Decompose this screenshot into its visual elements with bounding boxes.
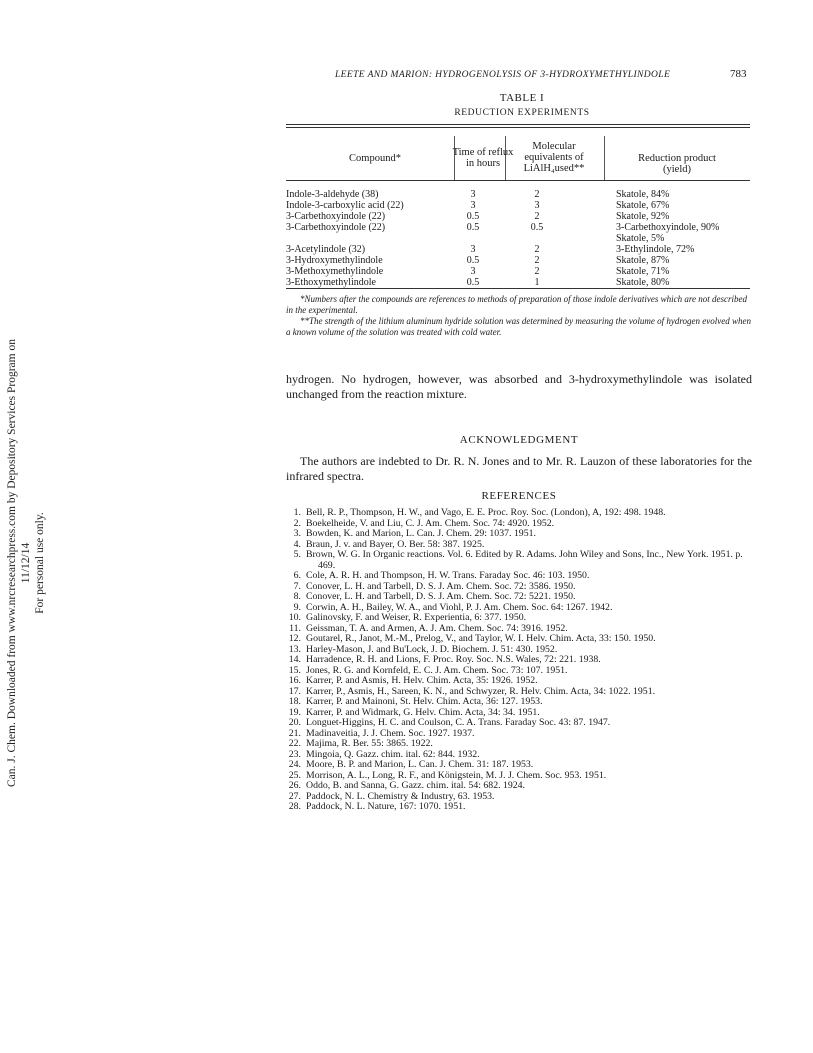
reference-text: Bell, R. P., Thompson, H. W., and Vago, E. E. Proc. Roy. Soc. (London), A, 192: 498. 1948. [306, 507, 666, 518]
reference-text: Geissman, T. A. and Armen, A. J. Am. Chem. Soc. 74: 3916. 1952. [306, 622, 568, 634]
cell-time: 0.5 [466, 255, 480, 266]
cell-product: Skatole, 84% [616, 189, 670, 200]
cell-compound: 3-Methoxymethylindole [286, 266, 384, 277]
table-top-rule-2 [286, 127, 750, 128]
table-footnotes [286, 294, 752, 338]
reference-number: 1. [293, 507, 301, 518]
cell-compound: Indole-3-aldehyde (38) [286, 189, 379, 200]
reference-text: Brown, W. G. In Organic reactions. Vol. 6. Edited by R. Adams. John Wiley and Sons, Inc., New York. 1951. p. 469. [306, 549, 743, 571]
download-watermark [5, 333, 47, 793]
table-footnote: **The strength of the lithium aluminum hydride solution was determined by measuring the volume of hydrogen evolved when a known volume of the solution was treated with cold water. [286, 316, 752, 337]
column-header-molecular-line: equivalents of [524, 152, 584, 163]
cell-compound: 3-Acetylindole (32) [286, 244, 366, 255]
reference-number: 21. [288, 727, 301, 739]
reference-item [284, 655, 754, 666]
reference-item [284, 613, 754, 624]
cell-time: 0.5 [466, 222, 480, 233]
cell-compound: Indole-3-carboxylic acid (22) [286, 200, 404, 211]
reference-number: 20. [288, 717, 301, 728]
cell-time: 0.5 [466, 277, 480, 288]
reference-text: Jones, R. G. and Kornfeld, E. C. J. Am. Chem. Soc. 73: 107. 1951. [306, 664, 568, 676]
body-paragraph: hydrogen. No hydrogen, however, was absorbed and 3-hydroxymethylindole was isolated unchanged from the reaction mixture. [286, 372, 752, 401]
reference-number: 8. [293, 591, 301, 602]
reference-item [284, 508, 754, 519]
reference-text: Morrison, A. L., Long, R. F., and Königstein, M. J. J. Chem. Soc. 953. 1951. [306, 769, 607, 781]
reference-text: Corwin, A. H., Bailey, W. A., and Viohl, P. J. Am. Chem. Soc. 64: 1267. 1942. [306, 601, 613, 613]
table-top-rule [286, 124, 750, 125]
reference-text: Oddo, B. and Sanna, G. Gazz. chim. ital. 54: 682. 1924. [306, 780, 526, 791]
reference-number: 11. [289, 622, 301, 634]
column-header-product-line: (yield) [663, 164, 691, 175]
reference-text: Karrer, P. and Asmis, H. Helv. Chim. Acta, 35: 1926. 1952. [306, 675, 538, 686]
reference-item [284, 739, 754, 750]
running-header: LEETE AND MARION: HYDROGENOLYSIS OF 3-HYDROXYMETHYLINDOLE [335, 70, 671, 80]
cell-product: 3-Ethylindole, 72% [616, 244, 695, 255]
reference-text: Bowden, K. and Marion, L. Can. J. Chem. 29: 1037. 1951. [306, 528, 536, 539]
column-header-molecular-line: LiAlH₄used** [523, 163, 585, 174]
reference-text: Harley-Mason, J. and Bu'Lock, J. D. Biochem. J. 51: 430. 1952. [306, 643, 558, 655]
table-number: TABLE I [499, 92, 545, 104]
reference-number: 4. [293, 538, 301, 550]
cell-equivalents: 0.5 [530, 222, 544, 233]
reference-text: Majima, R. Ber. 55: 3865. 1922. [306, 738, 433, 749]
reference-text: Galinovsky, F. and Weiser, R. Experientia, 6: 377. 1950. [306, 612, 527, 623]
reference-number: 17. [288, 685, 301, 697]
reference-text: Mingoia, Q. Gazz. chim. ital. 62: 844. 1932. [306, 748, 480, 760]
cell-product: Skatole, 67% [616, 200, 670, 211]
table-bottom-rule [286, 288, 750, 289]
cell-time: 3 [470, 266, 476, 277]
reference-text: Karrer, P. and Mainoni, St. Helv. Chim. Acta, 36: 127. 1953. [306, 696, 543, 707]
reference-item [284, 676, 754, 687]
reference-item [284, 802, 754, 813]
cell-equivalents: 2 [534, 211, 540, 222]
cell-compound: 3-Carbethoxyindole (22) [286, 211, 386, 222]
reference-text: Cole, A. R. H. and Thompson, H. W. Trans. Faraday Soc. 46: 103. 1950. [306, 570, 590, 581]
reference-number: 22. [288, 738, 301, 749]
acknowledgment-heading: ACKNOWLEDGMENT [459, 434, 579, 446]
table-footnote: *Numbers after the compounds are references to methods of preparation of those indole derivatives which are not described in the experimental. [286, 294, 748, 315]
download-watermark-line-1: Can. J. Chem. Downloaded from www.nrcresearchpress.com by Depository Services Program on 11/12/14 [6, 339, 32, 787]
reference-text: Boekelheide, V. and Liu, C. J. Am. Chem. Soc. 74: 4920. 1952. [306, 517, 555, 529]
reference-number: 24. [288, 759, 301, 770]
references-list [284, 508, 754, 813]
reference-item [284, 550, 754, 571]
reference-number: 10. [288, 612, 301, 623]
reference-text: Karrer, P., Asmis, H., Sareen, K. N., and Schwyzer, R. Helv. Chim. Acta, 34: 1022. 1951. [306, 685, 656, 697]
column-header-molecular-line: Molecular [532, 141, 576, 152]
reference-text: Harradence, R. H. and Lions, F. Proc. Roy. Soc. N.S. Wales, 72: 221. 1938. [306, 654, 601, 665]
cell-compound: 3-Carbethoxyindole (22) [286, 222, 386, 233]
reference-text: Karrer, P. and Widmark, G. Helv. Chim. Acta, 34: 34. 1951. [306, 706, 540, 718]
reference-number: 15. [288, 664, 301, 676]
cell-product: Skatole, 5% [616, 233, 665, 244]
reference-item [284, 781, 754, 792]
reference-number: 9. [293, 601, 301, 613]
reference-number: 25. [288, 769, 301, 781]
reference-number: 2. [293, 517, 301, 529]
column-header-compound: Compound* [349, 153, 401, 164]
table-caption: REDUCTION EXPERIMENTS [454, 108, 590, 118]
reference-text: Conover, L. H. and Tarbell, D. S. J. Am. Chem. Soc. 72: 5221. 1950. [306, 591, 576, 602]
reference-number: 16. [288, 675, 301, 686]
reference-number: 19. [288, 706, 301, 718]
cell-equivalents: 1 [534, 277, 540, 288]
reference-number: 26. [288, 780, 301, 791]
cell-equivalents: 2 [534, 244, 540, 255]
cell-time: 3 [470, 189, 476, 200]
cell-product: Skatole, 87% [616, 255, 670, 266]
reference-item [284, 760, 754, 771]
reference-item [284, 697, 754, 708]
reference-text: Conover, L. H. and Tarbell, D. S. J. Am. Chem. Soc. 72: 3586. 1950. [306, 580, 576, 592]
reference-number: 5. [293, 549, 301, 560]
cell-product: Skatole, 92% [616, 211, 670, 222]
column-header-product-line: Reduction product [638, 153, 716, 164]
reference-text: Braun, J. v. and Bayer, O. Ber. 58: 387. 1925. [306, 538, 485, 550]
cell-time: 3 [470, 244, 476, 255]
cell-equivalents: 2 [534, 266, 540, 277]
reference-number: 13. [288, 643, 301, 655]
reference-number: 7. [293, 580, 301, 592]
cell-product: Skatole, 80% [616, 277, 670, 288]
column-header-product [604, 153, 750, 175]
cell-time: 0.5 [466, 211, 480, 222]
reference-number: 18. [288, 696, 301, 707]
cell-product: 3-Carbethoxyindole, 90% [616, 222, 720, 233]
download-watermark-line-2: For personal use only. [34, 512, 46, 614]
reference-number: 12. [288, 633, 301, 644]
reference-text: Longuet-Higgins, H. C. and Coulson, C. A. Trans. Faraday Soc. 43: 87. 1947. [306, 717, 611, 728]
reference-number: 28. [288, 801, 301, 812]
reference-item [284, 571, 754, 582]
references-heading: REFERENCES [481, 490, 557, 502]
reference-number: 27. [288, 790, 301, 802]
reference-number: 23. [288, 748, 301, 760]
cell-equivalents: 3 [534, 200, 540, 211]
column-header-time-line: Time of reflux [452, 147, 514, 158]
reference-text: Moore, B. P. and Marion, L. Can. J. Chem. 31: 187. 1953. [306, 759, 534, 770]
table-header-rule [286, 180, 750, 181]
acknowledgment-text: The authors are indebted to Dr. R. N. Jones and to Mr. R. Lauzon of these laboratories for the infrared spectra. [286, 454, 752, 483]
reference-text: Goutarel, R., Janot, M.-M., Prelog, V., and Taylor, W. I. Helv. Chim. Acta, 33: 150. 1950. [306, 633, 656, 644]
cell-compound: 3-Hydroxymethylindole [286, 255, 383, 266]
reference-item [284, 634, 754, 645]
cell-compound: 3-Ethoxymethylindole [286, 277, 376, 288]
reference-text: Paddock, N. L. Chemistry & Industry, 63. 1953. [306, 790, 495, 802]
reference-number: 3. [293, 528, 301, 539]
cell-equivalents: 2 [534, 189, 540, 200]
reference-item [284, 529, 754, 540]
column-header-molecular [504, 141, 604, 174]
reference-number: 6. [293, 570, 301, 581]
cell-equivalents: 2 [534, 255, 540, 266]
page-number: 783 [730, 68, 747, 80]
column-header-time-line: in hours [465, 158, 501, 169]
reference-text: Madinaveitia, J. J. Chem. Soc. 1927. 1937. [306, 727, 475, 739]
reference-number: 14. [288, 654, 301, 665]
reference-text: Paddock, N. L. Nature, 167: 1070. 1951. [306, 801, 466, 812]
reference-item [284, 718, 754, 729]
cell-time: 3 [470, 200, 476, 211]
cell-product: Skatole, 71% [616, 266, 670, 277]
reference-item [284, 592, 754, 603]
